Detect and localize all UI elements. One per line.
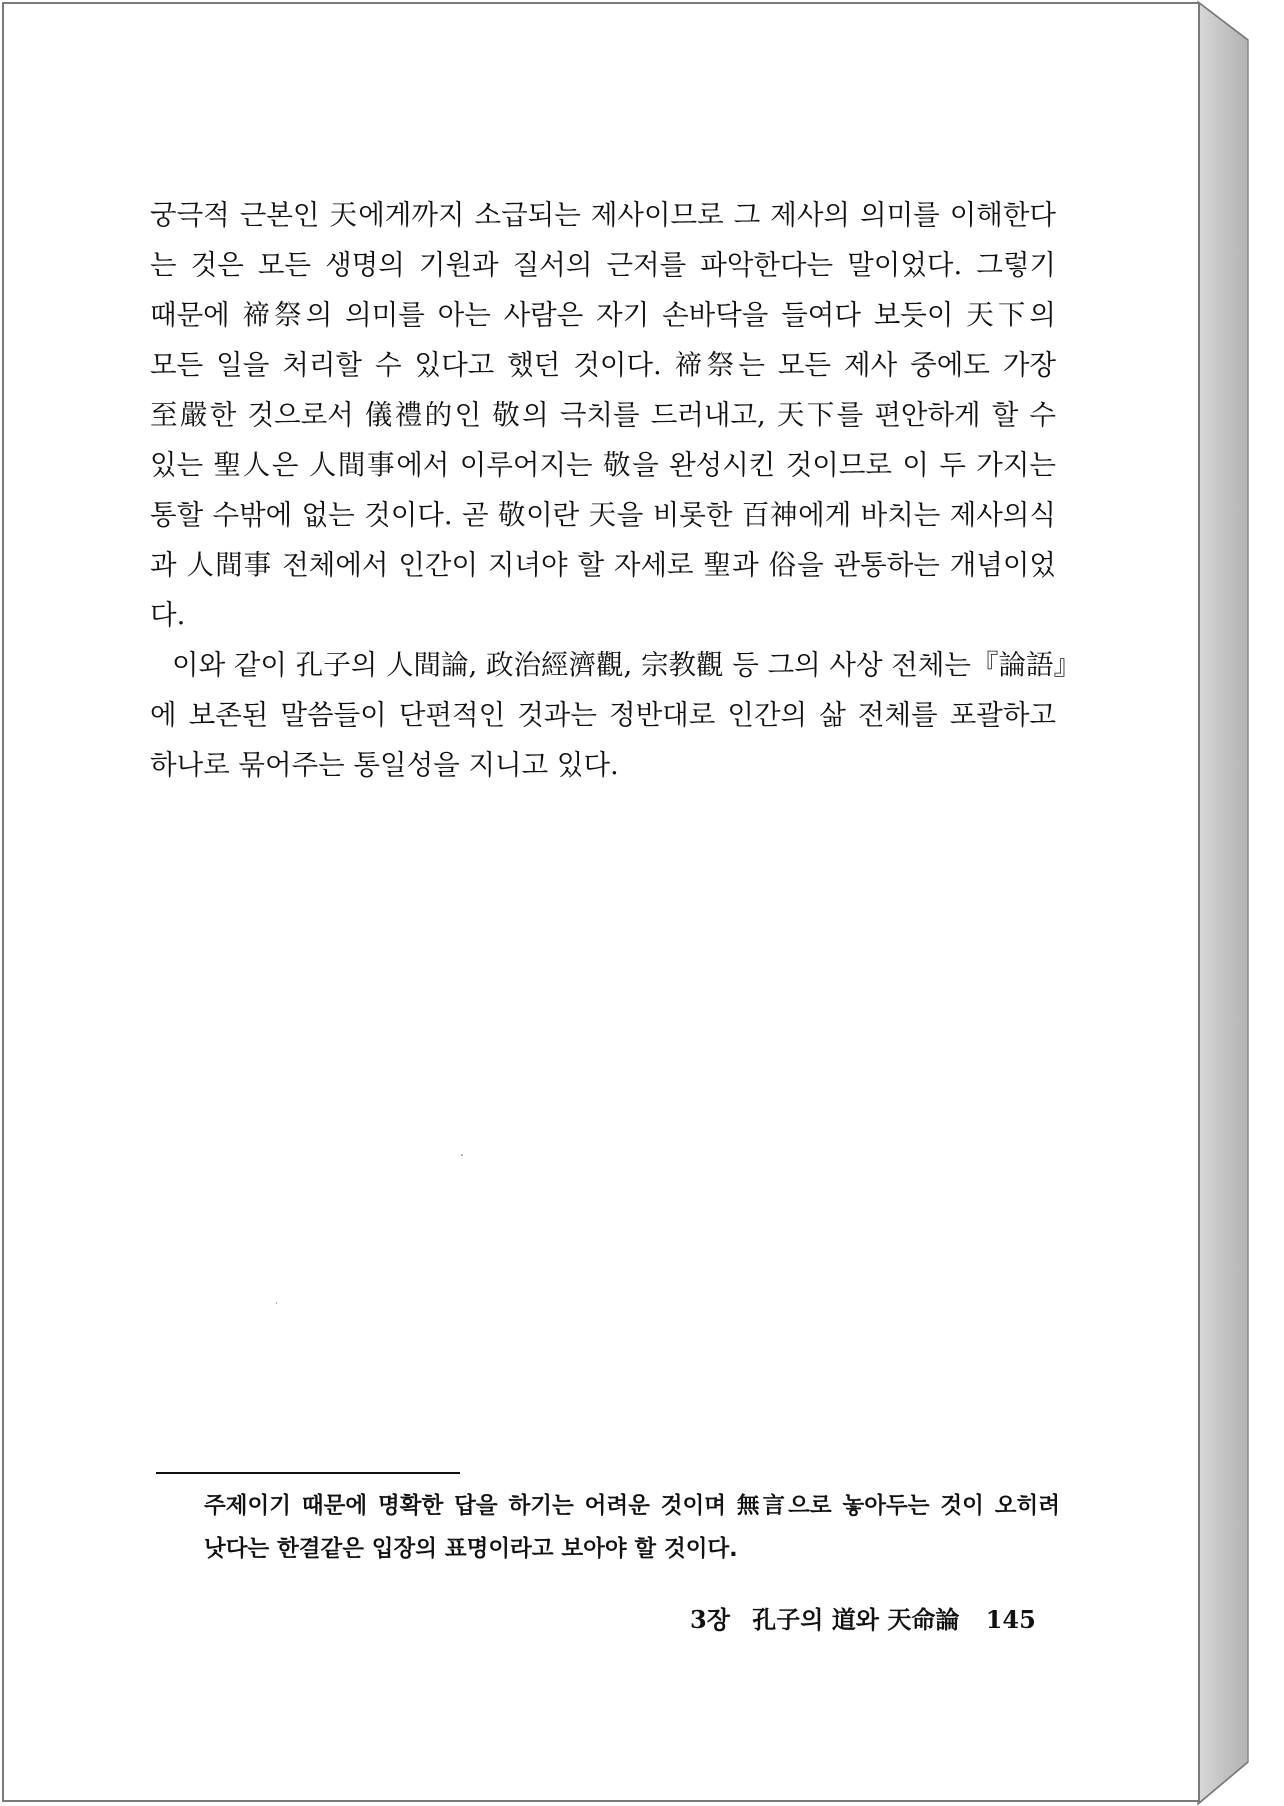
running-footer (690, 1600, 1050, 1635)
footnote-divider (156, 1472, 460, 1474)
text-line: 때문에 禘祭의 의미를 아는 사람은 자기 손바닥을 들여다 보듯이 天下의 (150, 299, 1056, 331)
text-line: 궁극적 근본인 天에게까지 소급되는 제사이므로 그 제사의 의미를 이해한다 (150, 199, 1056, 231)
text-line: 이와 같이 孔子의 人間論, 政治經濟觀, 宗教觀 등 그의 사상 전체는『論語』 (172, 649, 1081, 681)
footer-chapter: 3장 (690, 1605, 730, 1634)
text-line: 다. (150, 599, 186, 631)
page-number: 145 (985, 1605, 1036, 1634)
footnote-line: 낫다는 한결같은 입장의 표명이라고 보아야 할 것이다. (204, 1536, 738, 1562)
footnote-line: 주제이기 때문에 명확한 답을 하기는 어려운 것이며 無言으로 놓아두는 것이 오히려 (204, 1493, 1060, 1519)
text-line: 있는 聖人은 人間事에서 이루어지는 敬을 완성시킨 것이므로 이 두 가지는 (150, 449, 1056, 481)
text-line: 과 人間事 전체에서 인간이 지녀야 할 자세로 聖과 俗을 관통하는 개념이었 (150, 549, 1056, 581)
paragraph-1 (150, 190, 1056, 640)
body-text (150, 190, 1081, 790)
scan-speck (276, 1302, 277, 1304)
text-line: 에 보존된 말씀들이 단편적인 것과는 정반대로 인간의 삶 전체를 포괄하고 (150, 699, 1056, 731)
footer-title: 孔子의 道와 天命論 (752, 1605, 960, 1634)
text-line: 통할 수밖에 없는 것이다. 곧 敬이란 天을 비롯한 百神에게 바치는 제사의식 (150, 499, 1056, 531)
text-line: 는 것은 모든 생명의 기원과 질서의 근저를 파악한다는 말이었다. 그렇기 (150, 249, 1056, 281)
paragraph-2 (150, 640, 1081, 790)
text-line: 至嚴한 것으로서 儀禮的인 敬의 극치를 드러내고, 天下를 편안하게 할 수 (150, 399, 1056, 431)
text-line: 하나로 묶어주는 통일성을 지니고 있다. (150, 749, 619, 781)
scan-speck (461, 1154, 463, 1156)
footnote (204, 1485, 1060, 1571)
text-line: 모든 일을 처리할 수 있다고 했던 것이다. 禘祭는 모든 제사 중에도 가장 (150, 349, 1056, 381)
